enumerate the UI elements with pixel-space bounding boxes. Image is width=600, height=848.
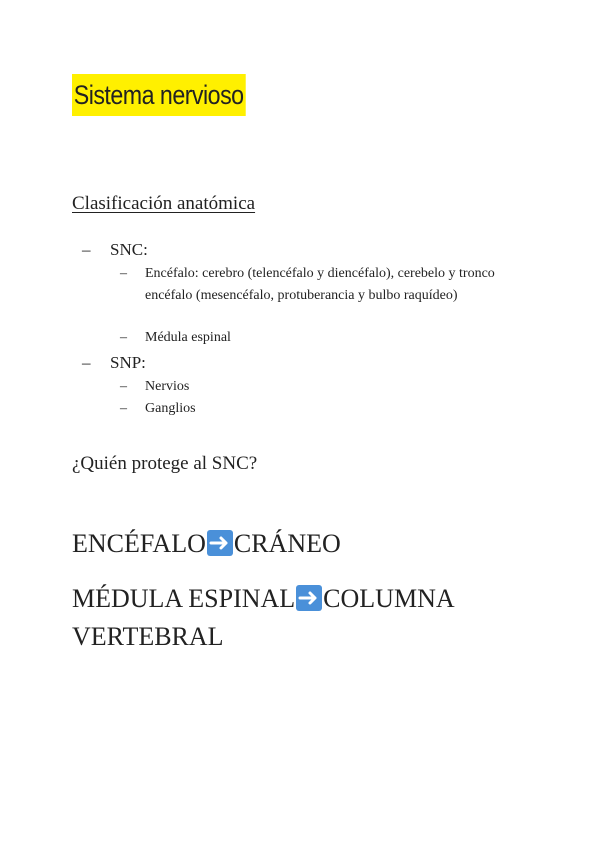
sublist-bullet: – <box>120 379 127 394</box>
right-arrow-icon <box>296 585 322 611</box>
page-title: Sistema nervioso <box>72 74 245 116</box>
statement-right: CRÁNEO <box>233 529 341 558</box>
sublist-item-nervios: Nervios <box>145 379 190 394</box>
sublist-bullet: – <box>120 330 127 345</box>
right-arrow-icon <box>207 530 233 556</box>
statement-left: ENCÉFALO <box>72 529 206 558</box>
list-bullet: – <box>82 240 91 259</box>
section-heading: Clasificación anatómica <box>72 193 256 214</box>
sublist-item-encefalo: Encéfalo: cerebro (telencéfalo y diencéfalo), cerebelo y tronco encéfalo (mesencéfalo, protuberancia y bulbo raquídeo) <box>145 266 495 303</box>
list-item-snc: SNC: <box>110 240 148 259</box>
statement-encefalo <box>72 525 542 563</box>
list-item-snp: SNP: <box>110 353 146 372</box>
statement-right: COLUMNA VERTEBRAL <box>72 584 454 651</box>
sublist-bullet: – <box>120 401 127 416</box>
sublist-item-ganglios: Ganglios <box>145 401 196 416</box>
statement-medula <box>72 580 542 656</box>
statement-left: MÉDULA ESPINAL <box>72 584 296 613</box>
sublist-item-medula: Médula espinal <box>145 330 231 345</box>
list-bullet: – <box>82 353 91 372</box>
sublist-bullet: – <box>120 266 127 281</box>
question-text: ¿Quién protege al SNC? <box>72 453 258 474</box>
